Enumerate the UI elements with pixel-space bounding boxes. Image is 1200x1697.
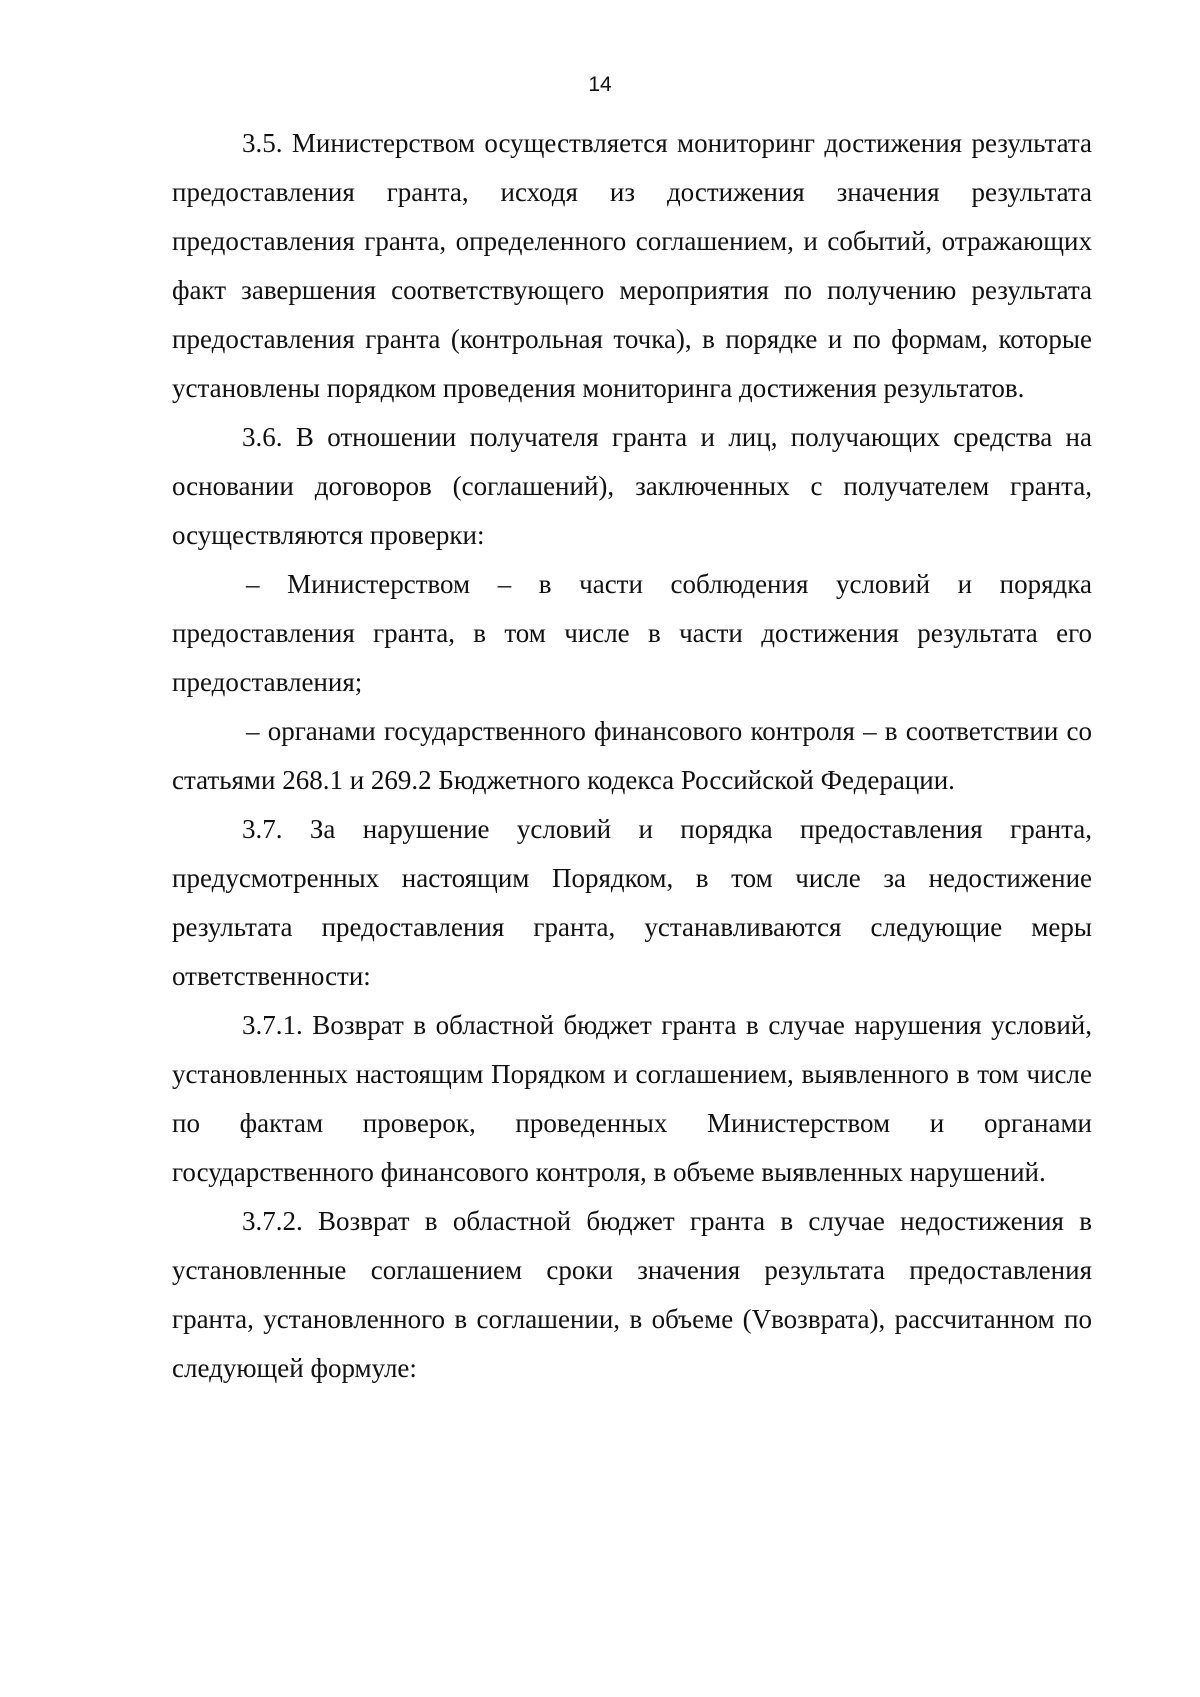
paragraph-3-5: 3.5. Министерством осуществляется мониторинг достижения результата предоставления гранта, исходя из достижения значения результата предоставления гранта, определенного соглашением, и событий, отражающих факт завершения соответствующего мероприятия по получению результата предоставления гранта (контрольная точка), в порядке и по формам, которые установлены порядком проведения мониторинга достижения результатов. [172, 128, 1092, 403]
list-item-financial-control-check: – органами государственного финансового контроля – в соответствии со статьями 268.1 и 269.2 Бюджетного кодекса Российской Федерации. [172, 716, 1092, 795]
paragraph-3-7: 3.7. За нарушение условий и порядка предоставления гранта, предусмотренных настоящим Порядком, в том числе за недостижение результата предоставления гранта, устанавливаются следующие меры ответственности: [172, 814, 1092, 991]
list-item-ministry-check: – Министерством – в части соблюдения условий и порядка предоставления гранта, в том числе в части достижения результата его предоставления; [172, 569, 1092, 697]
paragraph-3-6: 3.6. В отношении получателя гранта и лиц, получающих средства на основании договоров (соглашений), заключенных с получателем гранта, осуществляются проверки: [172, 422, 1092, 550]
paragraph-3-7-2: 3.7.2. Возврат в областной бюджет гранта в случае недостижения в установленные соглашением сроки значения результата предоставления гранта, установленного в соглашении, в объеме (Vвозврата), рассчитанном по следующей формуле: [172, 1206, 1092, 1383]
document-body [172, 119, 1092, 1393]
page-number: 14 [588, 73, 612, 96]
paragraph-3-7-1: 3.7.1. Возврат в областной бюджет гранта в случае нарушения условий, установленных настоящим Порядком и соглашением, выявленного в том числе по фактам проверок, проведенных Министерством и органами государственного финансового контроля, в объеме выявленных нарушений. [172, 1010, 1092, 1187]
